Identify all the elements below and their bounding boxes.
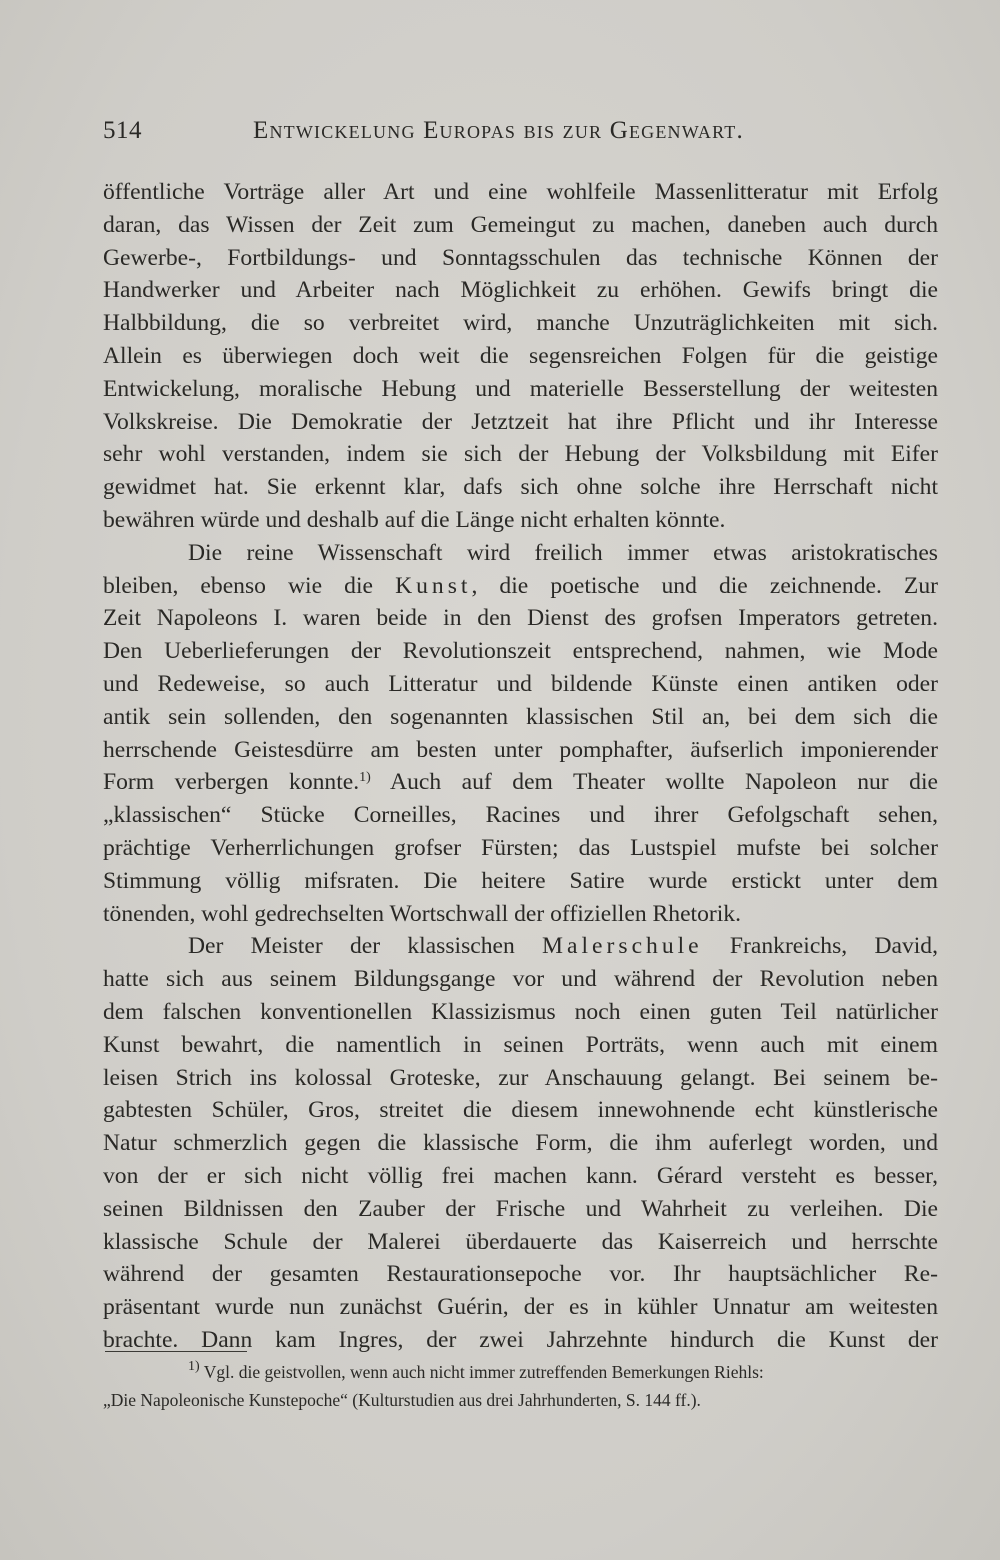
text-line: Zeit Napoleons I. waren beide in den Dienst des grofsen Imperators getreten.	[103, 605, 938, 632]
text-line: Kunst bewahrt, die namentlich in seinen Porträts, wenn auch mit einem	[103, 1031, 938, 1058]
text-line: von der er sich nicht völlig frei machen kann. Gérard versteht es besser,	[103, 1162, 938, 1189]
page-header	[103, 117, 938, 153]
footnote-reference: 1)	[359, 770, 371, 786]
body-text	[103, 176, 938, 1357]
text-line: seinen Bildnissen den Zauber der Frische und Wahrheit zu verleihen. Die	[103, 1195, 938, 1222]
footnote-text-2: „Die Napoleonische Kunstepoche“ (Kulturstudien aus drei Jahrhunderten, S. 144 ff.).	[103, 1390, 701, 1410]
text-line: während der gesamten Restaurationsepoche vor. Ihr hauptsächlicher Re-	[103, 1261, 938, 1288]
text-line: Gewerbe-, Fortbildungs- und Sonntagsschulen das technische Können der	[103, 244, 938, 271]
text-line: tönenden, wohl gedrechselten Wortschwall der offiziellen Rhetorik.	[103, 900, 741, 927]
footnote	[103, 1358, 938, 1414]
page-number: 514	[103, 117, 142, 144]
spaced-emphasis: Malerschule	[542, 933, 703, 960]
footnote-marker: 1)	[188, 1359, 200, 1374]
text-line: brachte. Dann kam Ingres, der zwei Jahrzehnte hindurch die Kunst der	[103, 1326, 938, 1353]
spaced-emphasis: Kunst	[395, 572, 472, 599]
text-line: bleiben, ebenso wie die Kunst, die poetische und die zeichnende. Zur	[103, 572, 938, 599]
text-line: Stimmung völlig mifsraten. Die heitere Satire wurde erstickt unter dem	[103, 867, 938, 894]
text-line: prächtige Verherrlichungen grofser Fürsten; das Lustspiel mufste bei solcher	[103, 834, 938, 861]
text-line: Der Meister der klassischen Malerschule Frankreichs, David,	[188, 933, 938, 960]
text-line: Volkskreise. Die Demokratie der Jetztzeit hat ihre Pflicht und ihr Interesse	[103, 408, 938, 435]
text-line: Natur schmerzlich gegen die klassische Form, die ihm auferlegt worden, und	[103, 1130, 938, 1157]
text-line: antik sein sollenden, den sogenannten klassischen Stil an, bei dem sich die	[103, 703, 938, 730]
text-line: gabtesten Schüler, Gros, streitet die diesem innewohnende echt künstlerische	[103, 1097, 938, 1124]
text-line: bewähren würde und deshalb auf die Länge nicht erhalten könnte.	[103, 506, 726, 533]
text-line: daran, das Wissen der Zeit zum Gemeingut zu machen, daneben auch durch	[103, 211, 938, 238]
text-line: und Redeweise, so auch Litteratur und bildende Künste einen antiken oder	[103, 670, 938, 697]
footnote-rule	[105, 1351, 247, 1352]
text-line: Handwerker und Arbeiter nach Möglichkeit zu erhöhen. Gewifs bringt die	[103, 277, 938, 304]
text-line: klassische Schule der Malerei überdauerte das Kaiserreich und herrschte	[103, 1228, 938, 1255]
footnote-line-1	[103, 1358, 938, 1386]
text-line: Die reine Wissenschaft wird freilich immer etwas aristokratisches	[188, 539, 938, 566]
text-line: Allein es überwiegen doch weit die segensreichen Folgen für die geistige	[103, 342, 938, 369]
text-line: Form verbergen konnte.$^{1)}$ Auch auf dem Theater wollte Napoleon nur die	[103, 769, 938, 796]
text-line: Halbbildung, die so verbreitet wird, manche Unzuträglichkeiten mit sich.	[103, 310, 938, 337]
text-line: gewidmet hat. Sie erkennt klar, dafs sich ohne solche ihre Herrschaft nicht	[103, 474, 938, 501]
text-line: leisen Strich ins kolossal Groteske, zur Anschauung gelangt. Bei seinem be-	[103, 1064, 938, 1091]
text-line: hatte sich aus seinem Bildungsgange vor und während der Revolution neben	[103, 966, 938, 993]
text-line: Den Ueberlieferungen der Revolutionszeit entsprechend, nahmen, wie Mode	[103, 638, 938, 665]
text-line: herrschende Geistesdürre am besten unter pomphafter, äufserlich imponierender	[103, 736, 938, 763]
footnote-line-2	[103, 1386, 938, 1414]
text-line: öffentliche Vorträge aller Art und eine wohlfeile Massenlitteratur mit Erfolg	[103, 179, 938, 205]
footnote-text-1: Vgl. die geistvollen, wenn auch nicht immer zutreffenden Bemerkungen Riehls:	[203, 1362, 764, 1382]
text-line: Entwickelung, moralische Hebung und materielle Besserstellung der weitesten	[103, 375, 938, 402]
text-line: sehr wohl verstanden, indem sie sich der Hebung der Volksbildung mit Eifer	[103, 441, 938, 468]
running-title: Entwickelung Europas bis zur Gegenwart.	[253, 117, 744, 144]
text-line: dem falschen konventionellen Klassizismus noch einen guten Teil natürlicher	[103, 998, 938, 1025]
text-line: „klassischen“ Stücke Corneilles, Racines und ihrer Gefolgschaft sehen,	[103, 802, 938, 829]
text-line: präsentant wurde nun zunächst Guérin, der es in kühler Unnatur am weitesten	[103, 1294, 938, 1321]
